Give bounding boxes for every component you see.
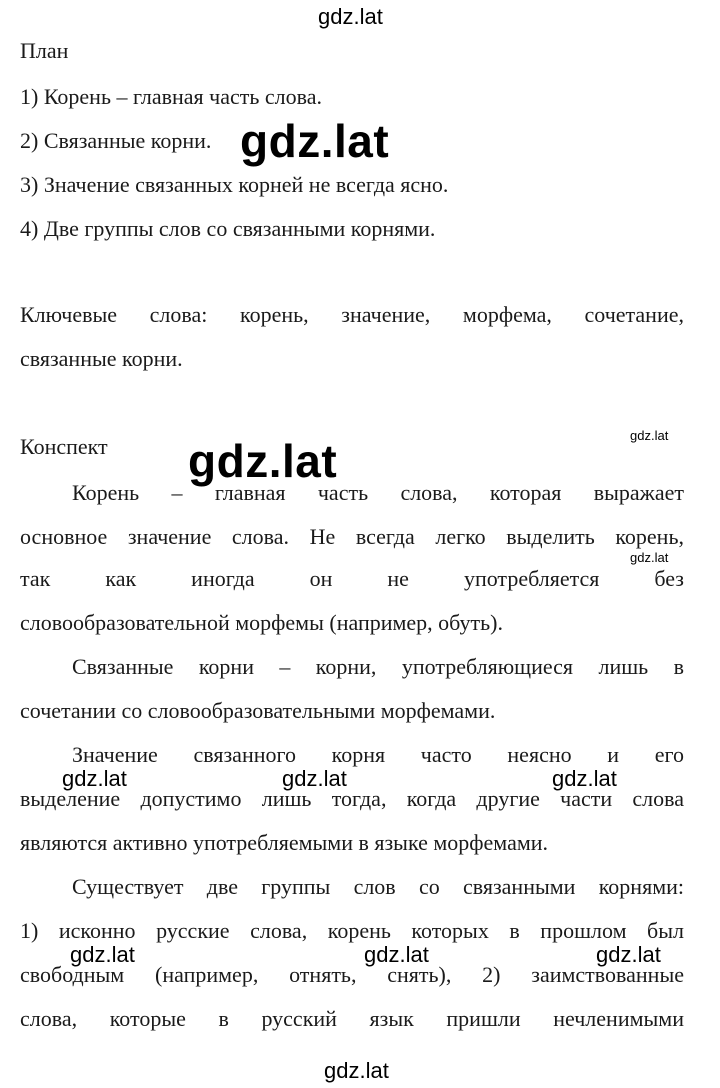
summary-line-9: являются активно употребляемыми в языке морфемами. [20,830,549,855]
watermark-bottom: gdz.lat [324,1058,389,1083]
keywords-line-1: Ключевые слова: корень, значение, морфема, сочетание, [20,302,684,327]
summary-line-13: слова, которые в русский язык пришли нечленимыми [20,1006,684,1031]
summary-title: Конспект [20,434,108,459]
summary-line-11: 1) исконно русские слова, корень которых в прошлом был [20,918,684,943]
watermark-row1-right: gdz.lat [552,766,617,791]
summary-line-4: словообразовательной морфемы (например, обуть). [20,610,504,635]
watermark-row2-right: gdz.lat [596,942,661,967]
summary-line-3: так как иногда он не употребляется без [20,566,684,591]
watermark-row1-left: gdz.lat [62,766,127,791]
summary-line-8: выделение допустимо лишь тогда, когда другие части слова [20,786,684,811]
keywords-line-2: связанные корни. [20,346,183,371]
watermark-large-2: gdz.lat [188,435,338,487]
plan-item-3: 3) Значение связанных корней не всегда ясно. [20,172,449,197]
watermark-tiny-1: gdz.lat [630,428,669,443]
watermark-tiny-2: gdz.lat [630,550,669,565]
summary-line-7: Значение связанного корня часто неясно и его [72,742,684,767]
plan-item-1: 1) Корень – главная часть слова. [20,84,323,109]
watermark-row2-left: gdz.lat [70,942,135,967]
watermark-top: gdz.lat [318,4,383,29]
plan-item-2: 2) Связанные корни. [20,128,212,153]
plan-title: План [20,38,69,63]
summary-line-12: свободным (например, отнять, снять), 2) заимствованные [20,962,684,987]
summary-line-1: Корень – главная часть слова, которая выражает [72,480,684,505]
plan-item-4: 4) Две группы слов со связанными корнями. [20,216,436,241]
summary-line-6: сочетании со словообразовательными морфемами. [20,698,496,723]
summary-line-5: Связанные корни – корни, употребляющиеся лишь в [72,654,684,679]
summary-line-10: Существует две группы слов со связанными корнями: [72,874,684,899]
watermark-row2-center: gdz.lat [364,942,429,967]
watermark-large-1: gdz.lat [240,115,390,167]
summary-line-2: основное значение слова. Не всегда легко выделить корень, [20,524,684,549]
watermark-row1-center: gdz.lat [282,766,347,791]
